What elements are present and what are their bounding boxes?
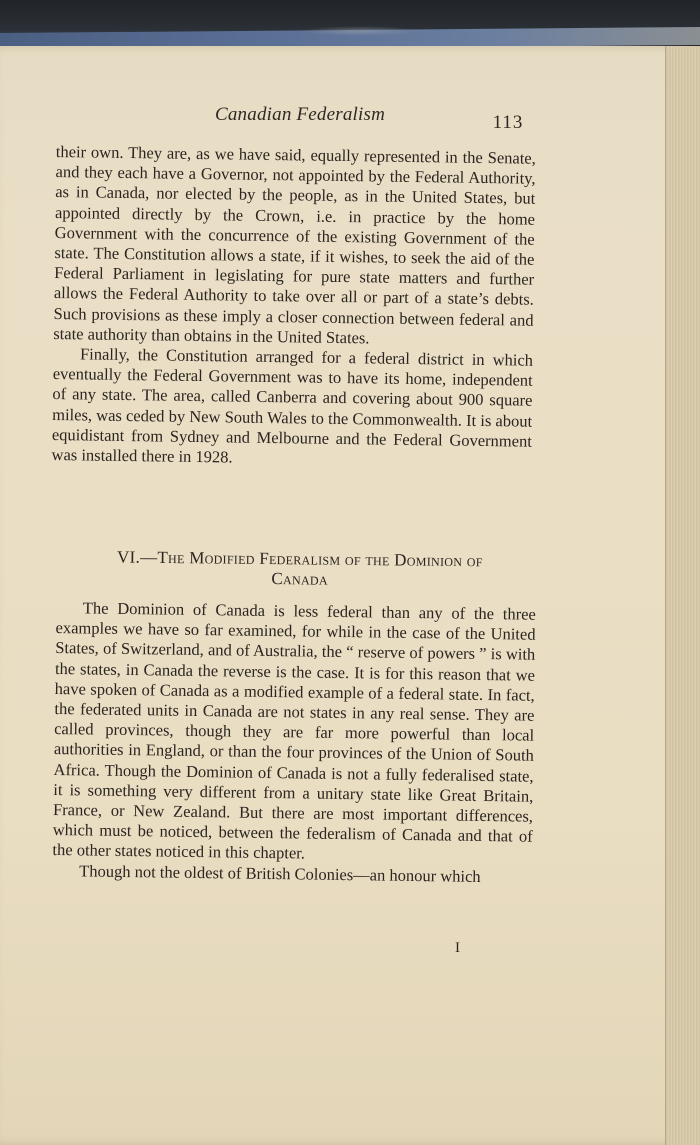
- text-block-lower: [52, 598, 536, 888]
- section-heading-line-1: VI.—The Modified Federalism of the Dominion of: [116, 547, 483, 571]
- paragraph-3: The Dominion of Canada is less federal than any of the three examples we have so far examined, for while in the case of the United States, of Switzerland, and of Australia, the “ reserve of powers ” is with the states, in Canada the reverse is the case. It is for this reason that we have spoken of Canada as a modified example of a federal state. In fact, the federated units in Canada are not states in any real sense. They are called provinces, though they are far more powerful than local authorities in England, or than the four provinces of the Union of South Africa. Though the Dominion of Canada is not a fully federalised state, it is something very different from a unitary state like Great Britain, France, or New Zealand. But there are most important differences, which must be noticed, between the federalism of Canada and that of the other states noticed in this chapter.: [52, 598, 536, 863]
- signature-mark: I: [455, 940, 460, 956]
- section-heading: [75, 547, 525, 592]
- running-head: Canadian Federalism: [214, 104, 386, 125]
- paragraph-1: their own. They are, as we have said, equally represented in the Senate, and they each have a Governor, not appointed by the Federal Authority, as in Canada, nor elected by the people, as in the United States, but appointed directly by the Crown, i.e. in practice by the home Government with the concurrence of the existing Government of the state. The Constitution allows a state, if it wishes, to seek the aid of the Federal Parliament in legislating for pure state matters and further allows the Federal Authority to take over all or part of a state’s debts. Such provisions as these imply a closer connection between federal and state authority than obtains in the United States.: [53, 142, 536, 348]
- page-number: 113: [492, 112, 524, 133]
- paragraph-2: Finally, the Constitution arranged for a federal district in which eventually the Federal Government was to have its home, independent of any state. The area, called Canberra and covering about 900 square miles, was ceded by New South Wales to the Commonwealth. It is about equidistant from Sydney and Melbourne and the Federal Government was installed there in 1928.: [51, 344, 534, 467]
- cover-scuff: [300, 26, 420, 36]
- text-block-upper: [51, 142, 535, 472]
- section-heading-line-2: Canada: [271, 569, 329, 589]
- paragraph-4: Though not the oldest of British Colonies—an honour which: [79, 860, 481, 886]
- page-edges: [665, 46, 700, 1145]
